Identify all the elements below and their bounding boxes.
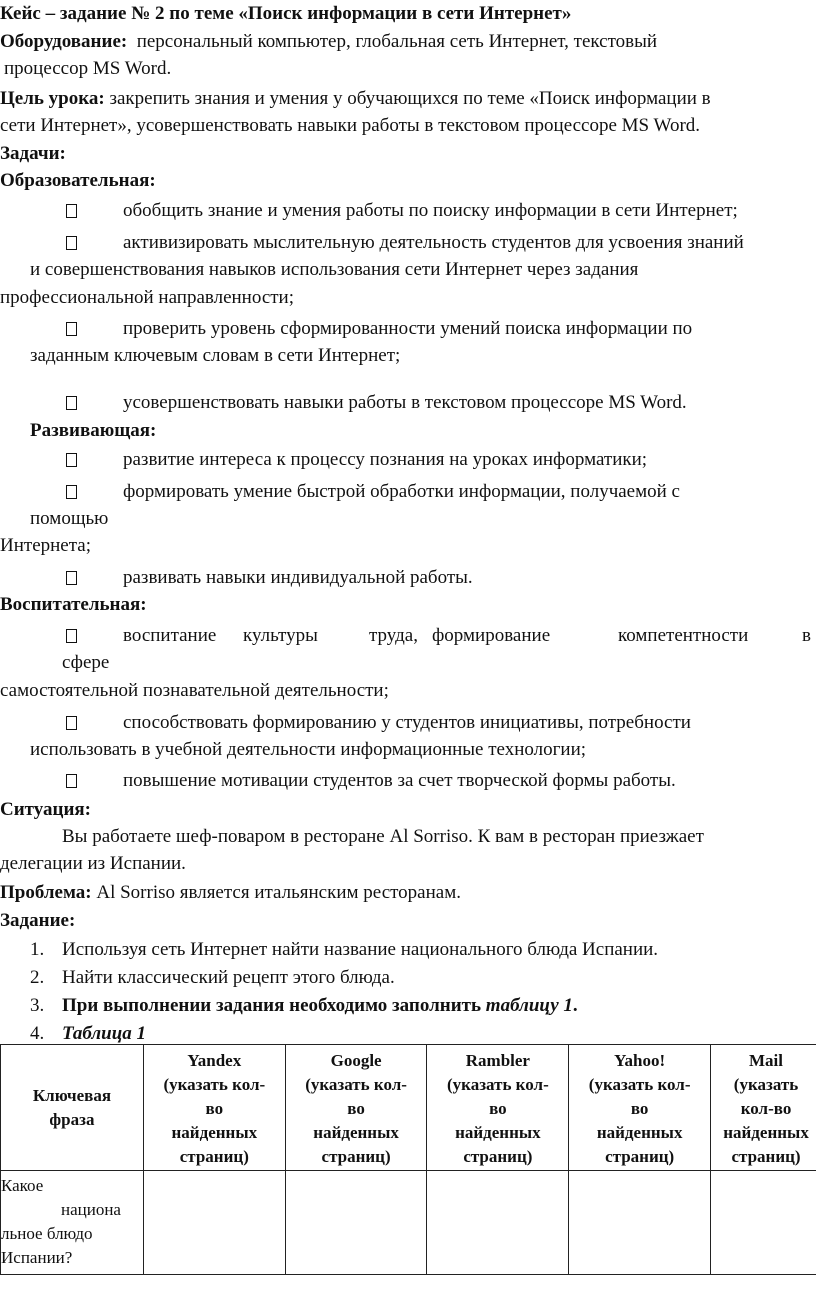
bullet-icon (66, 204, 77, 218)
header-rambler (427, 1045, 569, 1171)
key-phrase-cell (1, 1171, 144, 1275)
educational-item-1: обобщить знание и умения работы по поиску информации в сети Интернет; (123, 200, 738, 221)
table-header-row (1, 1045, 816, 1171)
yandex-result-cell[interactable] (143, 1171, 285, 1275)
table-row (1, 1171, 816, 1275)
equipment-text: персональный компьютер, глобальная сеть Интернет, текстовый (136, 31, 658, 52)
problem-line (0, 880, 461, 906)
educational-item-3-line-1: проверить уровень сформированности умений поиска информации по (123, 318, 693, 339)
assignment-item-3-end: . (572, 995, 578, 1016)
document-title: Кейс – задание № 2 по теме «Поиск информации в сети Интернет» (0, 3, 572, 24)
upbringing-item-1-line-2: сфере (62, 652, 110, 673)
developing-item-2-line-2: помощью (30, 508, 109, 529)
assignment-item-4: Таблица 1 (62, 1023, 147, 1044)
educational-item-4: усовершенствовать навыки работы в текстовом процессоре MS Word. (123, 392, 687, 413)
header-line: страниц) (605, 1147, 675, 1166)
bullet-icon (66, 774, 77, 788)
search-results-table (0, 1044, 816, 1275)
google-result-cell[interactable] (285, 1171, 427, 1275)
bullet-icon (66, 396, 77, 410)
equipment-line-1 (0, 29, 657, 55)
header-line: найденных (455, 1123, 541, 1142)
header-line: кол-во (740, 1099, 792, 1118)
rambler-result-cell[interactable] (427, 1171, 569, 1275)
situation-text-line-1: Вы работаете шеф-поваром в ресторане Al Sorriso. К вам в ресторан приезжает (62, 826, 704, 847)
assignment-item-3-italic: таблицу 1 (485, 995, 573, 1016)
developing-item-3: развивать навыки индивидуальной работы. (123, 567, 473, 588)
header-engine-name: Google (330, 1051, 382, 1070)
situation-text-line-2: делегации из Испании. (0, 853, 186, 874)
bullet-icon (66, 629, 77, 643)
header-line: во (489, 1099, 507, 1118)
upbringing-item-1-word: формирование (432, 625, 551, 646)
upbringing-item-2-line-2: использовать в учебной деятельности информационные технологии; (30, 739, 587, 760)
developing-item-1: развитие интереса к процессу познания на уроках информатики; (123, 449, 648, 470)
header-engine-name: Mail (749, 1051, 784, 1070)
assignment-item-1: Используя сеть Интернет найти название национального блюда Испании. (62, 939, 659, 960)
equipment-label: Оборудование: (0, 31, 128, 52)
situation-label: Ситуация: (0, 799, 92, 820)
header-line: (указать кол- (305, 1075, 407, 1094)
header-engine-name: Yandex (187, 1051, 242, 1070)
bullet-icon (66, 236, 77, 250)
yahoo-result-cell[interactable] (569, 1171, 711, 1275)
header-line: (указать (733, 1075, 799, 1094)
header-engine-name: Rambler (465, 1051, 530, 1070)
upbringing-label: Воспитательная: (0, 594, 147, 615)
header-line: страниц) (179, 1147, 249, 1166)
key-phrase-line: национа (61, 1200, 121, 1219)
header-mail (711, 1045, 816, 1171)
assignment-num: 4. (30, 1023, 45, 1044)
key-phrase-line: льное блюдо (1, 1224, 93, 1243)
assignment-num: 1. (30, 939, 45, 960)
goal-text: закрепить знания и умения у обучающихся по теме «Поиск информации в (109, 88, 711, 109)
header-line: найденных (596, 1123, 683, 1142)
header-line: найденных (723, 1123, 809, 1142)
bullet-icon (66, 571, 77, 585)
assignment-item-2: Найти классический рецепт этого блюда. (62, 967, 395, 988)
bullet-icon (66, 716, 77, 730)
header-line: во (347, 1099, 365, 1118)
header-line: страниц) (463, 1147, 533, 1166)
problem-text: Al Sorriso является итальянским ресторанам. (96, 882, 461, 903)
header-line: найденных (313, 1123, 399, 1142)
header-line: (указать кол- (447, 1075, 549, 1094)
upbringing-item-1-word: культуры (243, 625, 318, 646)
developing-label: Развивающая: (30, 420, 157, 441)
header-line: страниц) (321, 1147, 391, 1166)
upbringing-item-2-line-1: способствовать формированию у студентов инициативы, потребности (123, 712, 691, 733)
developing-item-2-line-3: Интернета; (0, 535, 91, 556)
problem-label: Проблема: (0, 882, 92, 903)
header-key-phrase (1, 1045, 144, 1171)
header-line: во (630, 1099, 649, 1118)
upbringing-item-1-word: компетентности (618, 625, 749, 646)
assignment-item-3 (62, 993, 578, 1019)
goal-line-2: сети Интернет», усовершенствовать навыки работы в текстовом процессоре MS Word. (0, 115, 701, 136)
educational-item-2-line-2: и совершенствования навыков использования сети Интернет через задания (30, 259, 639, 280)
assignment-num: 3. (30, 995, 45, 1016)
upbringing-item-1-word: труда, (369, 625, 418, 646)
header-yandex (143, 1045, 285, 1171)
bullet-icon (66, 322, 77, 336)
key-phrase-line: Какое (1, 1176, 44, 1195)
educational-label: Образовательная: (0, 170, 156, 191)
educational-item-2-line-1: активизировать мыслительную деятельность студентов для усвоения знаний (123, 232, 744, 253)
header-line: (указать кол- (163, 1075, 266, 1094)
header-line: во (205, 1099, 224, 1118)
bullet-icon (66, 485, 77, 499)
header-line: (указать кол- (588, 1075, 691, 1094)
developing-item-2-line-1: формировать умение быстрой обработки информации, получаемой с (123, 481, 680, 502)
assignment-num: 2. (30, 967, 45, 988)
educational-item-3-line-2: заданным ключевым словам в сети Интернет; (30, 345, 401, 366)
upbringing-item-1-line-3: самостоятельной познавательной деятельности; (0, 680, 389, 701)
header-line: найденных (171, 1123, 258, 1142)
mail-result-cell[interactable] (711, 1171, 816, 1275)
header-line: Ключевая (32, 1085, 112, 1105)
assignment-item-3-text: При выполнении задания необходимо заполнить (62, 995, 486, 1016)
header-engine-name: Yahoo! (614, 1051, 666, 1070)
key-phrase-line: Испании? (1, 1248, 73, 1267)
upbringing-item-1-word: в (802, 625, 811, 646)
educational-item-2-line-3: профессиональной направленности; (0, 287, 294, 308)
upbringing-item-3: повышение мотивации студентов за счет творческой формы работы. (123, 770, 676, 791)
goal-label: Цель урока: (0, 88, 105, 109)
equipment-line-2: процессор MS Word. (4, 58, 172, 79)
goal-line-1 (0, 86, 711, 112)
header-line: страниц) (731, 1147, 801, 1166)
assignment-label: Задание: (0, 910, 76, 931)
header-google (285, 1045, 427, 1171)
tasks-label: Задачи: (0, 143, 66, 164)
upbringing-item-1-word: воспитание (123, 625, 217, 646)
header-line: фраза (49, 1109, 95, 1129)
bullet-icon (66, 453, 77, 467)
header-yahoo (569, 1045, 711, 1171)
